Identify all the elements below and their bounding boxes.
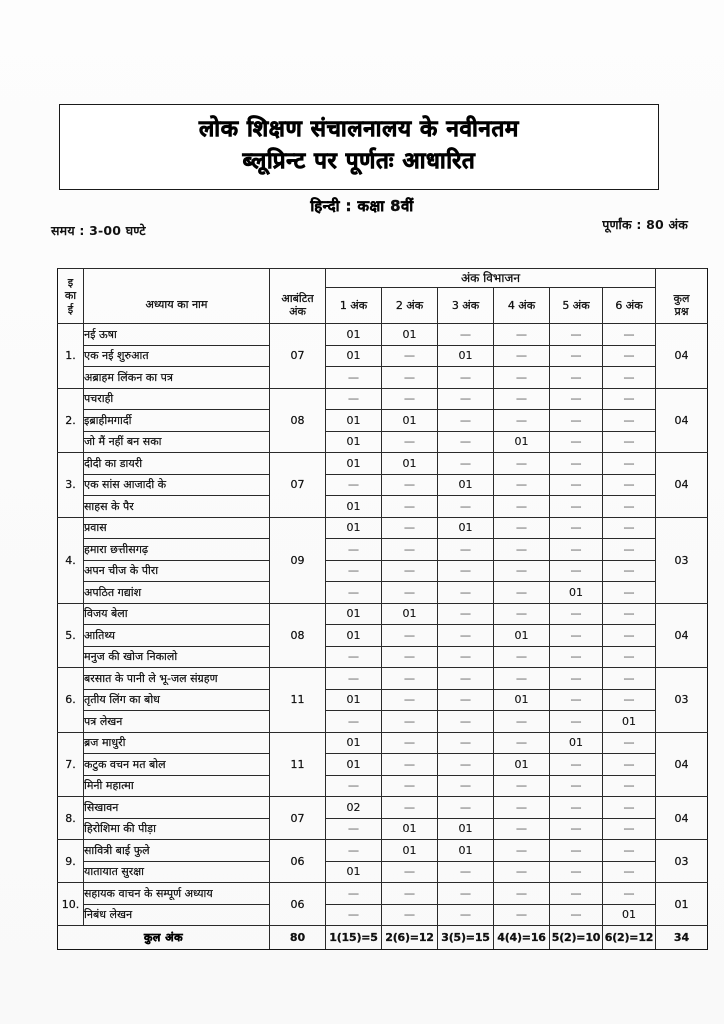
- mark-value-2: —: [382, 345, 438, 367]
- allotted-marks: 07: [270, 797, 326, 840]
- header-unit-line3: ई: [67, 302, 74, 316]
- mark-value-1: 01: [326, 861, 382, 883]
- mark-value-6: —: [603, 517, 656, 539]
- mark-value-2: —: [382, 797, 438, 819]
- mark-value-2: —: [382, 388, 438, 410]
- mark-value-4: —: [494, 410, 550, 432]
- table-row: [58, 775, 708, 797]
- mark-value-4: —: [494, 861, 550, 883]
- header-chapter: अध्याय का नाम: [84, 288, 270, 324]
- chapter-name: मनुज की खोज निकालो: [84, 646, 270, 668]
- mark-value-3: —: [438, 324, 494, 346]
- mark-value-6: —: [603, 410, 656, 432]
- mark-value-6: 01: [603, 711, 656, 733]
- mark-value-2: 01: [382, 324, 438, 346]
- mark-value-3: —: [438, 883, 494, 905]
- mark-value-4: —: [494, 560, 550, 582]
- table-row: [58, 603, 708, 625]
- group-total-questions: 04: [656, 324, 708, 389]
- mark-value-5: —: [550, 689, 603, 711]
- table-row: [58, 646, 708, 668]
- chapter-name: ब्रज माधुरी: [84, 732, 270, 754]
- chapter-name: कटुक वचन मत बोल: [84, 754, 270, 776]
- mark-value-2: 01: [382, 410, 438, 432]
- mark-value-4: —: [494, 732, 550, 754]
- mark-value-6: —: [603, 732, 656, 754]
- mark-value-5: —: [550, 517, 603, 539]
- chapter-name: बरसात के पानी ले भू-जल संग्रहण: [84, 668, 270, 690]
- table-row: [58, 732, 708, 754]
- mark-value-4: —: [494, 582, 550, 604]
- mark-value-3: —: [438, 861, 494, 883]
- header-chapter-spacer: [84, 269, 270, 288]
- header-mark-1: 1 अंक: [326, 288, 382, 324]
- mark-value-1: 01: [326, 754, 382, 776]
- mark-value-1: —: [326, 582, 382, 604]
- mark-value-3: —: [438, 689, 494, 711]
- table-row: [58, 496, 708, 518]
- mark-value-2: —: [382, 646, 438, 668]
- unit-number: 2.: [58, 388, 84, 453]
- mark-value-5: —: [550, 453, 603, 475]
- mark-value-1: —: [326, 711, 382, 733]
- table-row: [58, 431, 708, 453]
- group-total-questions: 04: [656, 732, 708, 797]
- mark-value-6: —: [603, 603, 656, 625]
- header-mark-2: 2 अंक: [382, 288, 438, 324]
- mark-value-6: —: [603, 367, 656, 389]
- header-row-bottom: [58, 288, 708, 324]
- mark-value-5: —: [550, 904, 603, 926]
- mark-value-1: 01: [326, 345, 382, 367]
- unit-number: 7.: [58, 732, 84, 797]
- mark-value-4: 01: [494, 689, 550, 711]
- blueprint-table-wrapper: [57, 268, 690, 950]
- group-total-questions: 01: [656, 883, 708, 926]
- header-mark-5: 5 अंक: [550, 288, 603, 324]
- chapter-name: प्रवास: [84, 517, 270, 539]
- table-row: [58, 840, 708, 862]
- total-label: कुल अंक: [58, 926, 270, 950]
- header-totalq-spacer: [656, 269, 708, 288]
- mark-value-6: —: [603, 625, 656, 647]
- mark-value-4: 01: [494, 431, 550, 453]
- mark-value-6: —: [603, 754, 656, 776]
- mark-value-3: —: [438, 539, 494, 561]
- mark-value-1: —: [326, 818, 382, 840]
- mark-value-6: —: [603, 560, 656, 582]
- mark-value-3: —: [438, 582, 494, 604]
- mark-value-5: —: [550, 603, 603, 625]
- mark-value-4: 01: [494, 625, 550, 647]
- header-mark-3: 3 अंक: [438, 288, 494, 324]
- chapter-name: सावित्री बाई फुले: [84, 840, 270, 862]
- table-row: [58, 517, 708, 539]
- mark-value-1: 01: [326, 410, 382, 432]
- table-row: [58, 410, 708, 432]
- total-allotted-marks: 80: [270, 926, 326, 950]
- chapter-name: सिखावन: [84, 797, 270, 819]
- blueprint-table: [57, 268, 708, 950]
- mark-value-6: —: [603, 453, 656, 475]
- mark-value-6: —: [603, 689, 656, 711]
- mark-value-2: —: [382, 668, 438, 690]
- mark-value-3: —: [438, 367, 494, 389]
- header-unit: [58, 269, 84, 324]
- mark-value-5: —: [550, 367, 603, 389]
- table-row: [58, 689, 708, 711]
- mark-value-3: 01: [438, 840, 494, 862]
- chapter-name: अपन चीज के पीरा: [84, 560, 270, 582]
- group-total-questions: 03: [656, 517, 708, 603]
- table-row: [58, 797, 708, 819]
- mark-value-6: —: [603, 345, 656, 367]
- mark-value-2: —: [382, 431, 438, 453]
- chapter-name: आतिथ्य: [84, 625, 270, 647]
- group-total-questions: 04: [656, 453, 708, 518]
- mark-value-4: —: [494, 646, 550, 668]
- mark-value-3: —: [438, 904, 494, 926]
- allotted-marks: 11: [270, 668, 326, 733]
- mark-value-6: —: [603, 582, 656, 604]
- mark-value-4: —: [494, 840, 550, 862]
- chapter-name: नई ऊषा: [84, 324, 270, 346]
- mark-value-5: —: [550, 840, 603, 862]
- table-row: [58, 711, 708, 733]
- header-unit-line1: इ: [67, 275, 74, 289]
- mark-value-4: —: [494, 603, 550, 625]
- banner-line-1: लोक शिक्षण संचालनालय के नवीनतम: [199, 116, 519, 142]
- mark-value-1: 01: [326, 689, 382, 711]
- chapter-name: विजय बेला: [84, 603, 270, 625]
- chapter-name: सहायक वाचन के सम्पूर्ण अध्याय: [84, 883, 270, 905]
- banner-line-2: ब्लूप्रिन्ट पर पूर्णतः आधारित: [242, 147, 476, 174]
- allotted-marks: 06: [270, 840, 326, 883]
- mark-value-3: —: [438, 775, 494, 797]
- mark-value-1: 01: [326, 517, 382, 539]
- mark-value-4: —: [494, 818, 550, 840]
- unit-number: 10.: [58, 883, 84, 926]
- mark-value-1: 02: [326, 797, 382, 819]
- mark-value-2: 01: [382, 818, 438, 840]
- mark-value-3: —: [438, 625, 494, 647]
- total-split-1: 1(15)=5: [326, 926, 382, 950]
- total-split-4: 4(4)=16: [494, 926, 550, 950]
- mark-value-6: —: [603, 668, 656, 690]
- mark-value-3: —: [438, 410, 494, 432]
- total-split-2: 2(6)=12: [382, 926, 438, 950]
- mark-value-2: —: [382, 474, 438, 496]
- chapter-name: पत्र लेखन: [84, 711, 270, 733]
- mark-value-4: —: [494, 474, 550, 496]
- mark-value-6: —: [603, 775, 656, 797]
- mark-value-6: —: [603, 646, 656, 668]
- chapter-name: अपठित गद्यांश: [84, 582, 270, 604]
- mark-value-3: —: [438, 603, 494, 625]
- mark-value-2: —: [382, 754, 438, 776]
- group-total-questions: 04: [656, 797, 708, 840]
- chapter-name: दीदी का डायरी: [84, 453, 270, 475]
- mark-value-1: —: [326, 539, 382, 561]
- mark-value-1: —: [326, 904, 382, 926]
- mark-value-2: —: [382, 625, 438, 647]
- mark-value-1: 01: [326, 324, 382, 346]
- table-row: [58, 453, 708, 475]
- mark-value-5: —: [550, 818, 603, 840]
- group-total-questions: 03: [656, 840, 708, 883]
- mark-value-4: —: [494, 388, 550, 410]
- mark-value-2: —: [382, 775, 438, 797]
- mark-value-2: —: [382, 883, 438, 905]
- mark-value-1: 01: [326, 732, 382, 754]
- total-split-3: 3(5)=15: [438, 926, 494, 950]
- mark-value-2: —: [382, 689, 438, 711]
- mark-value-5: —: [550, 861, 603, 883]
- mark-value-2: —: [382, 496, 438, 518]
- table-row: [58, 539, 708, 561]
- mark-value-5: —: [550, 496, 603, 518]
- header-mark-4: 4 अंक: [494, 288, 550, 324]
- mark-value-6: —: [603, 474, 656, 496]
- mark-value-3: —: [438, 560, 494, 582]
- mark-value-4: —: [494, 775, 550, 797]
- mark-value-4: —: [494, 797, 550, 819]
- mark-value-5: —: [550, 474, 603, 496]
- mark-value-3: 01: [438, 474, 494, 496]
- mark-value-3: —: [438, 431, 494, 453]
- mark-value-1: 01: [326, 625, 382, 647]
- chapter-name: साहस के पैर: [84, 496, 270, 518]
- chapter-name: मिनी महात्मा: [84, 775, 270, 797]
- mark-value-1: —: [326, 560, 382, 582]
- mark-value-6: —: [603, 431, 656, 453]
- mark-value-1: —: [326, 775, 382, 797]
- chapter-name: हमारा छत्तीसगढ़: [84, 539, 270, 561]
- chapter-name: पचराही: [84, 388, 270, 410]
- mark-value-3: —: [438, 646, 494, 668]
- group-total-questions: 04: [656, 603, 708, 668]
- mark-value-1: 01: [326, 496, 382, 518]
- table-body: [58, 324, 708, 926]
- allotted-marks: 11: [270, 732, 326, 797]
- exam-full-marks: पूर्णांक : 80 अंक: [602, 217, 688, 232]
- mark-value-3: —: [438, 453, 494, 475]
- table-row: [58, 861, 708, 883]
- mark-value-2: —: [382, 367, 438, 389]
- mark-value-6: —: [603, 539, 656, 561]
- table-row: [58, 367, 708, 389]
- header-mark-6: 6 अंक: [603, 288, 656, 324]
- mark-value-6: —: [603, 840, 656, 862]
- unit-number: 9.: [58, 840, 84, 883]
- title-banner: [59, 104, 659, 190]
- allotted-marks: 08: [270, 603, 326, 668]
- mark-value-5: 01: [550, 582, 603, 604]
- unit-number: 8.: [58, 797, 84, 840]
- subject-class-heading: हिन्दी : कक्षा 8वीं: [310, 197, 414, 215]
- mark-value-1: —: [326, 883, 382, 905]
- mark-value-2: —: [382, 517, 438, 539]
- mark-value-5: —: [550, 539, 603, 561]
- mark-value-5: —: [550, 324, 603, 346]
- mark-value-3: —: [438, 732, 494, 754]
- mark-value-3: —: [438, 797, 494, 819]
- table-row: [58, 625, 708, 647]
- table-row: [58, 560, 708, 582]
- table-row: [58, 904, 708, 926]
- mark-value-2: —: [382, 539, 438, 561]
- unit-number: 1.: [58, 324, 84, 389]
- unit-number: 3.: [58, 453, 84, 518]
- mark-value-6: 01: [603, 904, 656, 926]
- unit-number: 5.: [58, 603, 84, 668]
- total-split-6: 6(2)=12: [603, 926, 656, 950]
- mark-value-5: —: [550, 754, 603, 776]
- mark-value-2: —: [382, 904, 438, 926]
- allotted-marks: 07: [270, 324, 326, 389]
- mark-value-4: —: [494, 324, 550, 346]
- chapter-name: जो मैं नहीं बन सका: [84, 431, 270, 453]
- mark-value-6: —: [603, 818, 656, 840]
- mark-value-1: —: [326, 668, 382, 690]
- chapter-name: इब्राहीमगार्दी: [84, 410, 270, 432]
- mark-value-3: —: [438, 668, 494, 690]
- allotted-marks: 06: [270, 883, 326, 926]
- allotted-marks: 08: [270, 388, 326, 453]
- table-row: [58, 324, 708, 346]
- group-total-questions: 03: [656, 668, 708, 733]
- table-head: [58, 269, 708, 324]
- header-row-top: [58, 269, 708, 288]
- mark-value-5: —: [550, 711, 603, 733]
- mark-value-4: —: [494, 668, 550, 690]
- table-row: [58, 818, 708, 840]
- mark-value-2: 01: [382, 603, 438, 625]
- mark-value-3: —: [438, 496, 494, 518]
- mark-value-6: —: [603, 324, 656, 346]
- total-row: [58, 926, 708, 950]
- chapter-name: हिरोशिमा की पीड़ा: [84, 818, 270, 840]
- allotted-marks: 09: [270, 517, 326, 603]
- mark-value-5: —: [550, 646, 603, 668]
- mark-value-2: —: [382, 711, 438, 733]
- mark-value-1: —: [326, 367, 382, 389]
- chapter-name: यातायात सुरक्षा: [84, 861, 270, 883]
- total-questions: 34: [656, 926, 708, 950]
- header-total-questions: [656, 288, 708, 324]
- mark-value-3: —: [438, 754, 494, 776]
- mark-value-6: —: [603, 861, 656, 883]
- table-foot: [58, 926, 708, 950]
- total-split-5: 5(2)=10: [550, 926, 603, 950]
- mark-value-6: —: [603, 496, 656, 518]
- mark-value-1: —: [326, 646, 382, 668]
- mark-value-3: —: [438, 711, 494, 733]
- mark-value-5: —: [550, 388, 603, 410]
- table-row: [58, 388, 708, 410]
- unit-number: 6.: [58, 668, 84, 733]
- header-totalq-line2: प्रश्न: [674, 305, 689, 319]
- header-allotted-spacer: [270, 269, 326, 288]
- mark-value-6: —: [603, 797, 656, 819]
- chapter-name: तृतीय लिंग का बोध: [84, 689, 270, 711]
- table-row: [58, 582, 708, 604]
- mark-value-4: —: [494, 539, 550, 561]
- header-allotted-marks: [270, 288, 326, 324]
- mark-value-2: —: [382, 560, 438, 582]
- chapter-name: अब्राहम लिंकन का पत्र: [84, 367, 270, 389]
- mark-value-4: 01: [494, 754, 550, 776]
- mark-value-5: —: [550, 625, 603, 647]
- chapter-name: एक सांस आजादी के: [84, 474, 270, 496]
- mark-value-3: 01: [438, 345, 494, 367]
- mark-value-5: —: [550, 775, 603, 797]
- mark-value-6: —: [603, 883, 656, 905]
- mark-value-1: —: [326, 840, 382, 862]
- header-allotted-line2: अंक: [289, 305, 306, 319]
- mark-value-2: —: [382, 861, 438, 883]
- mark-value-1: —: [326, 388, 382, 410]
- mark-value-3: 01: [438, 818, 494, 840]
- unit-number: 4.: [58, 517, 84, 603]
- header-allotted-line1: आबंटित: [281, 291, 314, 305]
- mark-value-2: 01: [382, 453, 438, 475]
- mark-value-6: —: [603, 388, 656, 410]
- header-marks-division: अंक विभाजन: [326, 269, 656, 288]
- mark-value-4: —: [494, 453, 550, 475]
- mark-value-2: —: [382, 732, 438, 754]
- mark-value-5: —: [550, 668, 603, 690]
- mark-value-3: —: [438, 388, 494, 410]
- mark-value-4: —: [494, 367, 550, 389]
- mark-value-4: —: [494, 904, 550, 926]
- table-row: [58, 474, 708, 496]
- header-unit-line2: का: [64, 289, 77, 303]
- mark-value-5: —: [550, 431, 603, 453]
- mark-value-3: 01: [438, 517, 494, 539]
- mark-value-5: —: [550, 345, 603, 367]
- chapter-name: एक नई शुरुआत: [84, 345, 270, 367]
- exam-time: समय : 3-00 घण्टे: [51, 223, 146, 238]
- allotted-marks: 07: [270, 453, 326, 518]
- mark-value-1: 01: [326, 603, 382, 625]
- mark-value-5: —: [550, 560, 603, 582]
- chapter-name: निबंध लेखन: [84, 904, 270, 926]
- mark-value-5: —: [550, 883, 603, 905]
- mark-value-5: —: [550, 410, 603, 432]
- mark-value-2: 01: [382, 840, 438, 862]
- mark-value-4: —: [494, 496, 550, 518]
- mark-value-1: 01: [326, 431, 382, 453]
- header-totalq-line1: कुल: [673, 291, 690, 305]
- mark-value-4: —: [494, 711, 550, 733]
- mark-value-2: —: [382, 582, 438, 604]
- mark-value-4: —: [494, 883, 550, 905]
- table-row: [58, 345, 708, 367]
- table-row: [58, 754, 708, 776]
- mark-value-1: 01: [326, 453, 382, 475]
- mark-value-4: —: [494, 517, 550, 539]
- table-row: [58, 668, 708, 690]
- mark-value-5: 01: [550, 732, 603, 754]
- mark-value-5: —: [550, 797, 603, 819]
- table-row: [58, 883, 708, 905]
- mark-value-4: —: [494, 345, 550, 367]
- mark-value-1: —: [326, 474, 382, 496]
- group-total-questions: 04: [656, 388, 708, 453]
